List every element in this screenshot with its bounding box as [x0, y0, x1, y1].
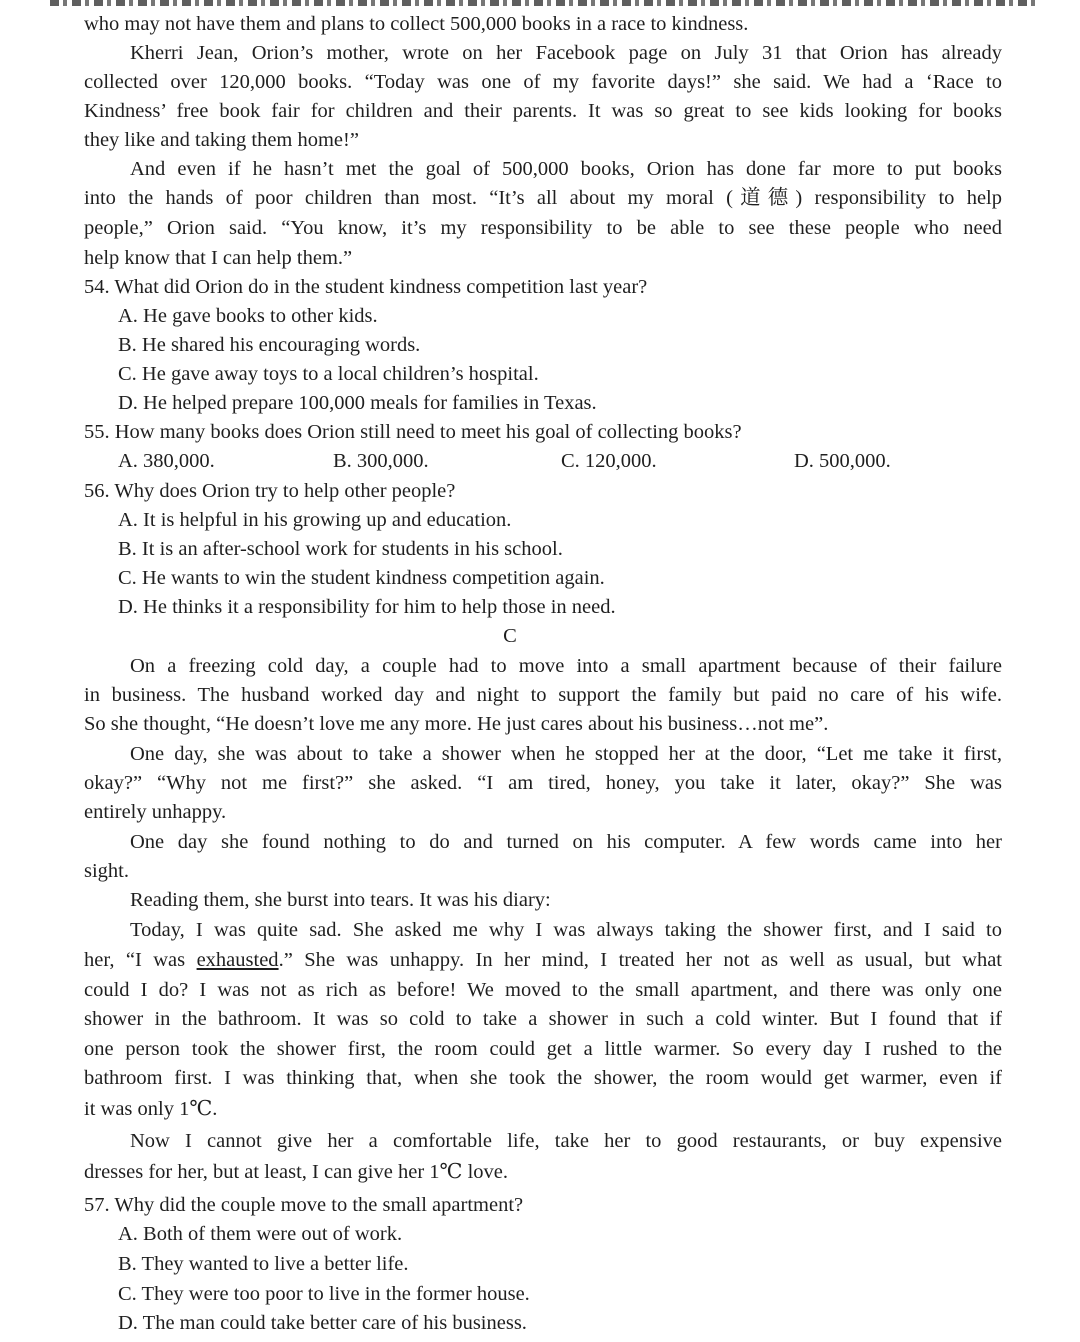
passage-line: Reading them, she burst into tears. It was his diary:	[130, 889, 551, 911]
passage-line: collected over 120,000 books. “Today was one of my favorite days!” she said. We had a ‘Race to	[84, 71, 1002, 93]
passage-text: .” She was unhappy. In her mind, I treated her not as well as usual, but what	[278, 949, 1002, 971]
passage-line: Kindness’ free book fair for children and their parents. It was so great to see kids looking for books	[84, 100, 1002, 122]
question-stem: 54. What did Orion do in the student kindness competition last year?	[84, 276, 648, 298]
answer-option: B. It is an after-school work for students in his school.	[118, 538, 563, 560]
passage-line: One day, she was about to take a shower when he stopped her at the door, “Let me take it first,	[130, 743, 1002, 765]
passage-line: into the hands of poor children than most. “It’s all about my moral (道德) responsibility to help	[84, 187, 1002, 209]
passage-line: dresses for her, but at least, I can give her 1℃ love.	[84, 1161, 508, 1183]
passage-line: One day she found nothing to do and turned on his computer. A few words came into her	[130, 831, 1002, 853]
cropped-previous-line	[50, 0, 1040, 6]
answer-option: D. He thinks it a responsibility for him to help those in need.	[118, 596, 616, 618]
passage-line: it was only 1℃.	[84, 1098, 218, 1120]
passage-line: So she thought, “He doesn’t love me any more. He just cares about his business…not me”.	[84, 713, 829, 735]
question-stem: 56. Why does Orion try to help other people?	[84, 480, 456, 502]
answer-option: D. He helped prepare 100,000 meals for families in Texas.	[118, 392, 597, 414]
passage-line: Now I cannot give her a comfortable life, take her to good restaurants, or buy expensive	[130, 1130, 1002, 1152]
passage-line: people,” Orion said. “You know, it’s my responsibility to be able to see these people who need	[84, 217, 1002, 239]
answer-option: A. He gave books to other kids.	[118, 305, 378, 327]
question-stem: 55. How many books does Orion still need to meet his goal of collecting books?	[84, 421, 742, 443]
passage-line: they like and taking them home!”	[84, 129, 359, 151]
passage-line: who may not have them and plans to collect 500,000 books in a race to kindness.	[84, 13, 749, 35]
passage-line: could I do? I was not as rich as before! We moved to the small apartment, and there was only one	[84, 979, 1002, 1001]
passage-line: And even if he hasn’t met the goal of 500,000 books, Orion has done far more to put books	[130, 158, 1002, 180]
answer-option: B. 300,000.	[333, 450, 429, 472]
answer-option: B. They wanted to live a better life.	[118, 1253, 409, 1275]
answer-option: C. He wants to win the student kindness competition again.	[118, 567, 605, 589]
answer-option: A. It is helpful in his growing up and education.	[118, 509, 512, 531]
section-heading: C	[503, 625, 517, 647]
answer-option: C. He gave away toys to a local children’s hospital.	[118, 363, 539, 385]
answer-option: D. The man could take better care of his business.	[118, 1312, 527, 1334]
answer-options-row	[118, 447, 998, 476]
passage-line: shower in the bathroom. It was so cold to take a shower in such a cold winter. But I found that if	[84, 1008, 1002, 1030]
question-stem: 57. Why did the couple move to the small apartment?	[84, 1194, 524, 1216]
passage-line: okay?” “Why not me first?” she asked. “I am tired, honey, you take it later, okay?” She was	[84, 772, 1002, 794]
passage-line	[84, 946, 1002, 975]
answer-option: C. 120,000.	[561, 450, 657, 472]
passage-line: entirely unhappy.	[84, 801, 227, 823]
passage-line: in business. The husband worked day and night to support the family but paid no care of his wife.	[84, 684, 1002, 706]
answer-option: D. 500,000.	[794, 450, 891, 472]
passage-line: sight.	[84, 860, 129, 882]
passage-line: On a freezing cold day, a couple had to move into a small apartment because of their failure	[130, 655, 1002, 677]
passage-line: Today, I was quite sad. She asked me why I was always taking the shower first, and I said to	[130, 919, 1002, 941]
passage-line: help know that I can help them.”	[84, 247, 353, 269]
passage-line: one person took the shower first, the room could get a little warmer. So every day I rushed to the	[84, 1038, 1002, 1060]
passage-line: Kherri Jean, Orion’s mother, wrote on her Facebook page on July 31 that Orion has already	[130, 42, 1002, 64]
answer-option: A. Both of them were out of work.	[118, 1223, 403, 1245]
passage-text: her, “I was	[84, 949, 197, 971]
answer-option: B. He shared his encouraging words.	[118, 334, 421, 356]
passage-line: bathroom first. I was thinking that, when she took the shower, the room would get warmer, even if	[84, 1067, 1002, 1089]
underlined-word: exhausted	[196, 949, 279, 971]
answer-option: A. 380,000.	[118, 450, 215, 472]
answer-option: C. They were too poor to live in the former house.	[118, 1283, 530, 1305]
